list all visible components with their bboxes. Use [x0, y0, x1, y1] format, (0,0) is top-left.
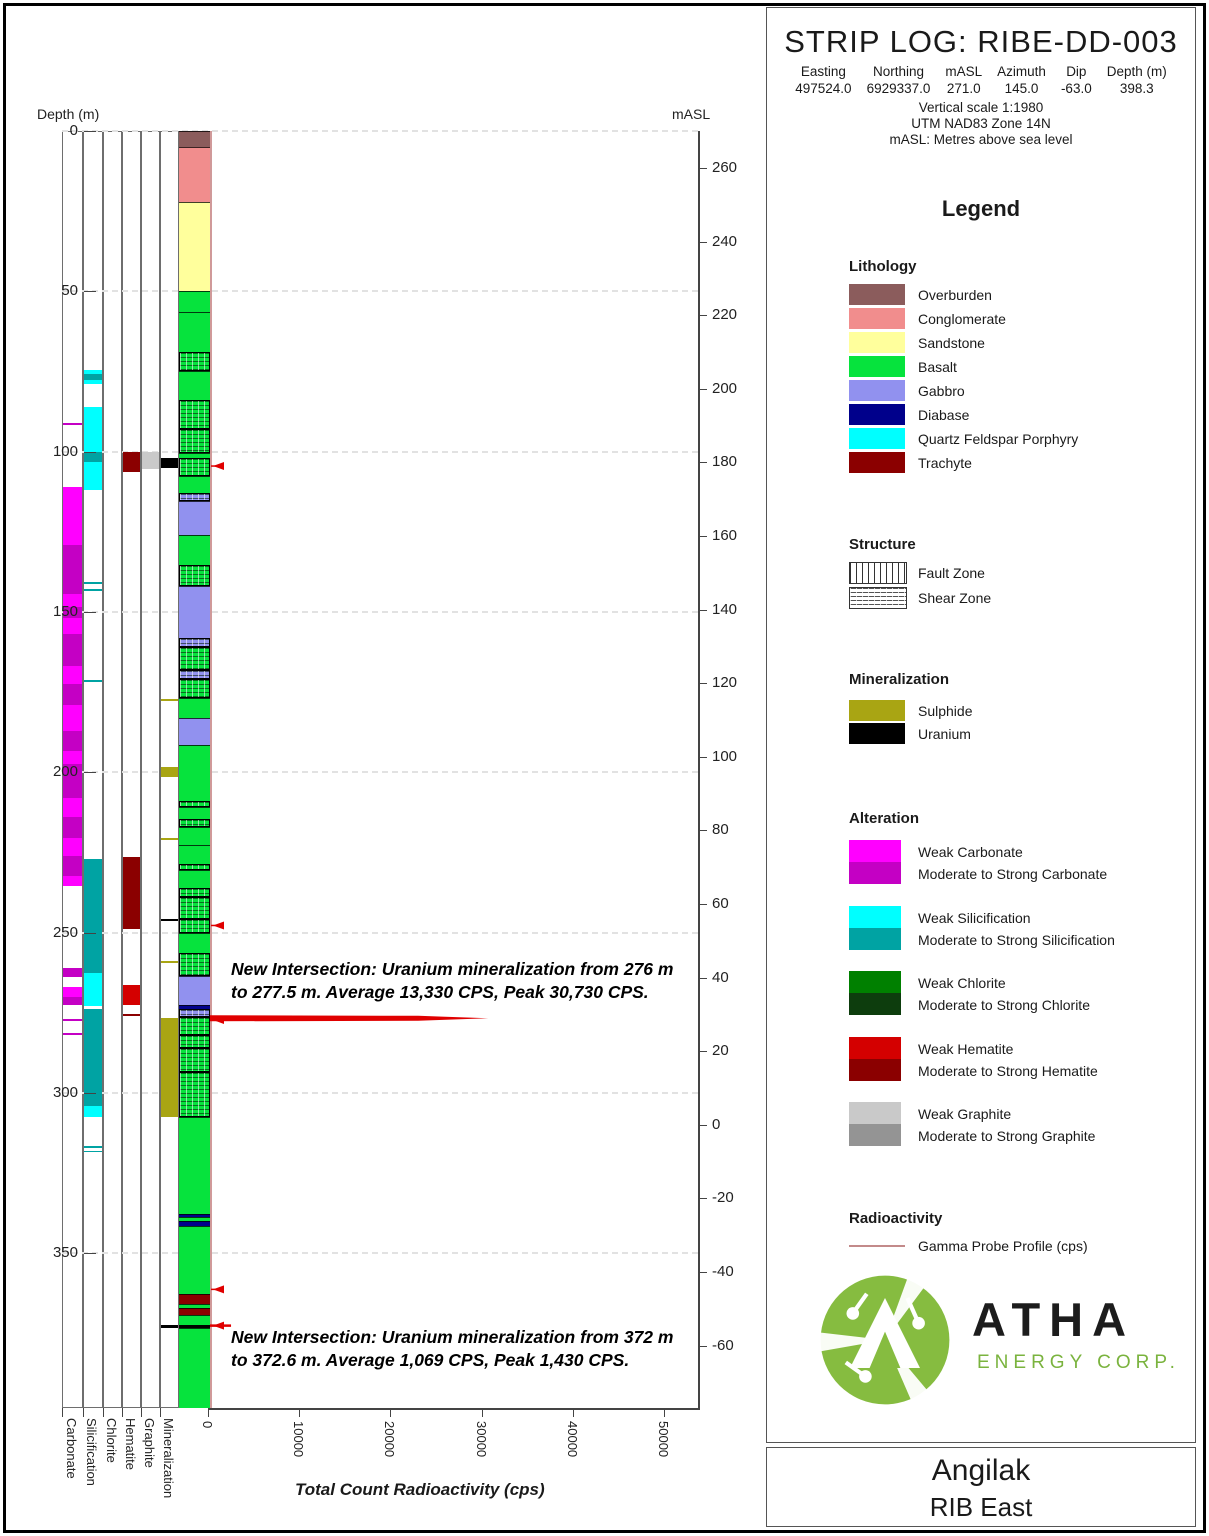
lith-interval-basalt — [179, 745, 210, 801]
silicification-interval-weak — [84, 973, 102, 1007]
collar-field-easting — [795, 64, 851, 96]
scale-note: mASL: Metres above sea level — [889, 132, 1073, 147]
silicification-interval-strong — [84, 1009, 102, 1105]
area-name: RIB East — [929, 1492, 1033, 1522]
depth-tick-label: 150 — [52, 602, 78, 620]
lith-interval-basalt — [179, 565, 210, 586]
silicification-interval-weak — [84, 407, 102, 452]
alteration-weak-swatch — [849, 971, 901, 993]
depth-tick — [84, 1093, 96, 1094]
legend-title: Legend — [941, 196, 1021, 221]
track-box-chlorite — [103, 131, 122, 1408]
legend-label: Quartz Feldspar Porphyry — [918, 431, 1079, 447]
field-value: -63.0 — [1060, 81, 1092, 96]
mineralization-interval-sulphide — [161, 838, 178, 840]
masl-tick — [698, 168, 707, 169]
lith-interval-gabbro — [179, 586, 210, 637]
masl-tick — [698, 462, 707, 463]
scale-notes — [767, 100, 1195, 148]
legend-label: Weak Hematite — [918, 1040, 1014, 1057]
lith-interval-basalt — [179, 458, 210, 476]
radioactivity-tick-label: 30000 — [473, 1421, 489, 1458]
depth-tick-label: 250 — [52, 923, 78, 941]
alteration-weak-swatch — [849, 1037, 901, 1059]
carbonate-interval-weak — [63, 666, 82, 684]
carbonate-interval-weak — [63, 987, 82, 997]
hematite-interval-weak — [123, 985, 140, 1004]
masl-tick — [698, 389, 707, 390]
legend-label: Sulphide — [918, 703, 973, 719]
masl-tick-label: 120 — [712, 674, 738, 692]
carbonate-interval-strong — [63, 817, 82, 838]
legend-label: Shear Zone — [918, 590, 992, 606]
track-label-hematite: Hematite — [122, 1418, 138, 1471]
annotation-2: New Intersection: Uranium mineralization from 372 m to 372.6 m. Average 1,069 CPS, Peak 1,430 CPS. — [231, 1327, 674, 1370]
shear-zone-swatch — [849, 587, 907, 609]
track-label-carbonate: Carbonate — [63, 1418, 79, 1479]
silicification-interval-strong — [84, 582, 102, 584]
masl-tick — [698, 683, 707, 684]
depth-gridline — [62, 1252, 698, 1254]
lith-interval-overburden — [179, 131, 210, 147]
lith-interval-basalt — [179, 819, 210, 827]
masl-tick — [698, 242, 707, 243]
carbonate-interval-strong — [63, 997, 82, 1005]
carbonate-interval-strong — [63, 423, 82, 425]
hematite-interval-strong — [123, 452, 140, 473]
mineralization-interval-uranium — [161, 458, 178, 468]
lith-interval-basalt — [179, 352, 210, 371]
carbonate-interval-strong — [63, 1033, 82, 1035]
masl-tick — [698, 1272, 707, 1273]
lith-interval-basalt — [179, 807, 210, 818]
carbonate-interval-strong — [63, 968, 82, 978]
legend-label: Diabase — [918, 407, 970, 423]
legend-section-alteration: Alteration — [849, 810, 920, 827]
lith-interval-gabbro — [179, 638, 210, 648]
lith-interval-basalt — [179, 1328, 210, 1408]
lith-interval-basalt — [179, 679, 210, 698]
masl-tick-label: 0 — [712, 1115, 721, 1133]
depth-gridline — [62, 130, 698, 132]
annotation-1: New Intersection: Uranium mineralization from 276 m to 277.5 m. Average 13,330 CPS, Peak 30,730 CPS. — [231, 959, 674, 1002]
radioactivity-tick-label: 40000 — [564, 1421, 580, 1458]
masl-tick-label: 100 — [712, 747, 738, 765]
lith-interval-basalt — [179, 647, 210, 669]
track-label-silicification: Silicification — [84, 1418, 99, 1486]
legend-label: Moderate to Strong Graphite — [918, 1128, 1096, 1144]
lith-interval-gabbro — [179, 976, 210, 1004]
overburden-swatch — [849, 284, 905, 305]
depth-gridline — [62, 932, 698, 934]
radioactivity-tick — [208, 1408, 209, 1417]
depth-tick — [84, 612, 96, 613]
legend-label: Moderate to Strong Chlorite — [918, 997, 1090, 1013]
lith-interval-basalt — [179, 919, 210, 932]
depth-tick-label: 350 — [52, 1244, 78, 1262]
depth-axis-title: Depth (m) — [37, 106, 100, 122]
trachyte-swatch — [849, 452, 905, 473]
masl-tick-label: 60 — [712, 895, 729, 912]
legend-label: Basalt — [918, 359, 957, 375]
silicification-interval-strong — [84, 452, 102, 462]
conglomerate-swatch — [849, 308, 905, 329]
lith-interval-basalt — [179, 845, 210, 863]
mineralization-interval-sulphide — [161, 1018, 178, 1116]
carbonate-interval-weak — [63, 618, 82, 634]
masl-tick — [698, 1051, 707, 1052]
carbonate-interval-strong — [63, 1019, 82, 1021]
radioactivity-tick-label: 50000 — [656, 1421, 671, 1458]
legend-label: Gamma Probe Profile (cps) — [918, 1238, 1088, 1254]
basalt-swatch — [849, 356, 905, 377]
hematite-interval-strong — [123, 1014, 140, 1016]
mineralization-interval-uranium — [161, 919, 178, 921]
project-name: Angilak — [931, 1454, 1031, 1487]
lith-interval-sandstone — [179, 202, 210, 292]
depth-tick-label: 100 — [52, 442, 78, 460]
radioactivity-tick — [390, 1408, 391, 1417]
lith-interval-basalt — [179, 1226, 210, 1294]
alteration-strong-swatch — [849, 993, 901, 1015]
depth-tick-label: 50 — [61, 282, 78, 300]
lith-interval-gabbro — [179, 670, 210, 680]
field-value: 271.0 — [946, 81, 981, 96]
legend-label: Fault Zone — [918, 565, 985, 581]
lith-interval-basalt — [179, 1048, 210, 1072]
masl-axis-line — [698, 131, 700, 1408]
masl-tick — [698, 830, 707, 831]
lith-interval-gabbro — [179, 718, 210, 745]
masl-tick-label: 200 — [712, 379, 738, 397]
track-tick — [83, 1408, 84, 1417]
masl-tick — [698, 904, 707, 905]
track-tick — [103, 1408, 104, 1417]
silicification-interval-strong — [84, 859, 102, 973]
depth-tick-label: 0 — [69, 122, 78, 139]
masl-tick-label: 260 — [712, 159, 738, 176]
collar-field-depthm — [1107, 64, 1167, 96]
track-box-silicification — [83, 131, 103, 1408]
silicification-interval-strong — [84, 589, 102, 591]
alteration-strong-swatch — [849, 1124, 901, 1146]
masl-tick-label: 220 — [712, 306, 738, 324]
masl-tick-label: 80 — [712, 821, 729, 839]
masl-tick — [698, 610, 707, 611]
masl-tick-label: 180 — [712, 453, 738, 471]
atha-logo-icon — [815, 1270, 955, 1410]
lith-interval-basalt — [179, 888, 210, 898]
legend-label: Moderate to Strong Silicification — [918, 931, 1115, 948]
silicification-interval-strong — [84, 1151, 102, 1153]
lith-interval-basalt — [179, 1315, 210, 1326]
masl-tick — [698, 315, 707, 316]
sandstone-swatch — [849, 332, 905, 353]
masl-tick-label: -40 — [712, 1263, 734, 1280]
field-value: 497524.0 — [795, 81, 852, 96]
legend-section-structure: Structure — [849, 536, 916, 553]
masl-tick-label: -20 — [712, 1189, 734, 1207]
masl-tick-label: 20 — [712, 1042, 729, 1060]
legend-label: Overburden — [918, 287, 992, 303]
logo-subtitle: ENERGY CORP. — [977, 1352, 1180, 1373]
radioactivity-tick-label: 0 — [200, 1421, 215, 1429]
silicification-interval-weak — [84, 1106, 102, 1117]
legend-label: Weak Silicification — [918, 909, 1031, 926]
lith-interval-gabbro — [179, 1009, 210, 1017]
masl-tick-label: -60 — [712, 1336, 734, 1354]
legend-section-radioactivity: Radioactivity — [849, 1210, 943, 1227]
gamma-anomaly-arrow — [213, 1016, 224, 1024]
radioactivity-tick — [573, 1408, 574, 1417]
mineralization-interval-sulphide — [161, 767, 178, 777]
carbonate-interval-strong — [63, 684, 82, 705]
field-value: 398.3 — [1119, 81, 1154, 96]
diabase-swatch — [849, 404, 905, 425]
field-label: Azimuth — [997, 64, 1046, 79]
carbonate-interval-strong — [63, 545, 82, 595]
track-tick — [122, 1408, 123, 1417]
page-title: STRIP LOG: RIBE-DD-003 — [784, 24, 1178, 59]
radioactivity-tick — [299, 1408, 300, 1417]
lith-interval-basalt — [179, 291, 210, 312]
lith-interval-basalt — [179, 698, 210, 717]
carbonate-interval-weak — [63, 705, 82, 731]
collar-field-masl — [945, 64, 982, 96]
lith-interval-basalt — [179, 870, 210, 888]
masl-tick — [698, 1346, 707, 1347]
track-tick — [141, 1408, 142, 1417]
track-tick — [160, 1408, 161, 1417]
legend-label: Weak Graphite — [918, 1106, 1012, 1122]
legend-label: Gabbro — [918, 383, 965, 399]
field-label: Northing — [872, 64, 924, 79]
silicification-interval-weak — [84, 380, 102, 384]
alteration-weak-swatch — [849, 906, 901, 928]
lith-interval-basalt — [179, 312, 210, 352]
lith-interval-basalt — [179, 535, 210, 565]
silicification-interval-strong — [84, 1146, 102, 1148]
lith-interval-basalt — [179, 371, 210, 400]
carbonate-interval-weak — [63, 798, 82, 817]
depth-gridline — [62, 1092, 698, 1094]
carbonate-interval-strong — [63, 856, 82, 877]
legend-section-lithology: Lithology — [849, 258, 917, 275]
scale-note: Vertical scale 1:1980 — [918, 100, 1044, 115]
track-box-graphite — [141, 131, 160, 1408]
lith-interval-gabbro — [179, 501, 210, 535]
lith-interval-basalt — [179, 953, 210, 976]
title-block — [766, 1447, 1196, 1527]
legend-label: Trachyte — [918, 455, 972, 471]
legend-label: Conglomerate — [918, 311, 1006, 327]
depth-tick — [84, 452, 96, 453]
sulphide-swatch — [849, 700, 905, 721]
masl-tick-label: 140 — [712, 600, 738, 618]
masl-tick — [698, 757, 707, 758]
depth-gridline — [62, 771, 698, 773]
hematite-interval-strong — [123, 857, 140, 929]
collar-field-dip — [1061, 64, 1092, 96]
field-value: 145.0 — [1004, 81, 1039, 96]
legend-label: Sandstone — [918, 335, 985, 351]
radioactivity-tick — [664, 1408, 665, 1417]
masl-tick — [698, 536, 707, 537]
legend-label: Weak Chlorite — [918, 975, 1006, 991]
gamma-line-swatch — [849, 1245, 905, 1247]
gamma-main-spike — [210, 1015, 488, 1021]
mineralization-interval-sulphide — [161, 699, 178, 701]
masl-tick — [698, 1125, 707, 1126]
collar-fields — [767, 64, 1195, 96]
masl-tick-label: 40 — [712, 968, 729, 986]
track-label-graphite: Graphite — [141, 1418, 157, 1468]
carbonate-interval-strong — [63, 731, 82, 752]
depth-gridline — [62, 611, 698, 613]
lith-interval-basalt — [179, 827, 210, 846]
radioactivity-tick-label: 20000 — [382, 1421, 398, 1458]
gamma-anomaly-arrow — [213, 1322, 224, 1330]
radioactivity-axis-title: Total Count Radioactivity (cps) — [295, 1480, 545, 1499]
field-label: Dip — [1066, 64, 1087, 79]
lith-interval-basalt — [179, 1017, 210, 1035]
track-label-chlorite: Chlorite — [103, 1418, 119, 1463]
track-label-mineralization: Mineralization — [160, 1418, 176, 1499]
radioactivity-axis-line — [208, 1408, 700, 1410]
field-value: 6929337.0 — [866, 81, 931, 96]
lith-interval-basalt — [179, 1072, 210, 1117]
depth-tick — [84, 291, 96, 292]
radioactivity-tick — [482, 1408, 483, 1417]
legend-section-mineralization: Mineralization — [849, 671, 950, 688]
alteration-weak-swatch — [849, 1102, 901, 1124]
scale-note: UTM NAD83 Zone 14N — [911, 116, 1051, 131]
mineralization-interval-sulphide — [161, 961, 178, 963]
lith-interval-conglomerate — [179, 147, 210, 202]
gamma-anomaly-arrow — [213, 462, 224, 470]
field-label: Depth (m) — [1106, 64, 1167, 79]
silicification-interval-strong — [84, 680, 102, 682]
mineralization-interval-uranium — [161, 1325, 178, 1327]
alteration-weak-swatch — [849, 840, 901, 862]
masl-tick — [698, 978, 707, 979]
alteration-strong-swatch — [849, 862, 901, 884]
collar-field-northing — [867, 64, 931, 96]
track-box-hematite — [122, 131, 141, 1408]
legend-label: Moderate to Strong Carbonate — [918, 866, 1108, 882]
depth-tick — [84, 1253, 96, 1254]
depth-gridline — [62, 290, 698, 292]
track-tick — [62, 1408, 63, 1417]
legend-label: Moderate to Strong Hematite — [918, 1062, 1098, 1079]
depth-tick — [84, 772, 96, 773]
gabbro-swatch — [849, 380, 905, 401]
legend-label: Uranium — [918, 726, 971, 742]
carbonate-interval-weak — [63, 876, 82, 886]
alteration-strong-swatch — [849, 928, 901, 950]
depth-tick-label: 300 — [52, 1083, 78, 1101]
lith-interval-basalt — [179, 476, 210, 494]
alteration-strong-swatch — [849, 1059, 901, 1081]
lith-interval-trachyte — [179, 1294, 210, 1304]
carbonate-interval-weak — [63, 487, 82, 545]
field-label: Easting — [800, 64, 846, 79]
depth-tick — [84, 933, 96, 934]
carbonate-interval-strong — [63, 634, 82, 666]
depth-tick-label: 200 — [52, 763, 78, 781]
logo-name: ATHA — [972, 1293, 1136, 1346]
masl-tick-label: 160 — [712, 527, 738, 544]
masl-tick-label: 240 — [712, 232, 738, 250]
lith-interval-basalt — [179, 400, 210, 429]
field-label: mASL — [945, 64, 983, 79]
silicification-interval-weak — [84, 462, 102, 490]
radioactivity-tick-label: 10000 — [291, 1421, 307, 1458]
fault-zone-swatch — [849, 562, 907, 584]
masl-tick — [698, 1198, 707, 1199]
lith-interval-basalt — [179, 897, 210, 919]
quartz-feldspar-porphyry-swatch — [849, 428, 905, 449]
lith-interval-gabbro — [179, 493, 210, 501]
masl-axis-title: mASL — [672, 106, 711, 122]
legend-label: Weak Carbonate — [918, 844, 1023, 860]
depth-tick — [84, 131, 96, 132]
uranium-swatch — [849, 723, 905, 744]
info-panel — [766, 7, 1196, 1443]
lith-interval-basalt — [179, 429, 210, 453]
lith-interval-basalt — [179, 1035, 210, 1048]
carbonate-interval-weak — [63, 838, 82, 856]
company-logo — [787, 1270, 1187, 1420]
graphite-interval-weak — [142, 452, 159, 470]
lith-interval-basalt — [179, 933, 210, 954]
gamma-anomaly-arrow — [213, 921, 224, 929]
lith-interval-basalt — [179, 1117, 210, 1214]
collar-field-azimuth — [997, 64, 1046, 96]
gamma-anomaly-arrow — [213, 1285, 224, 1293]
